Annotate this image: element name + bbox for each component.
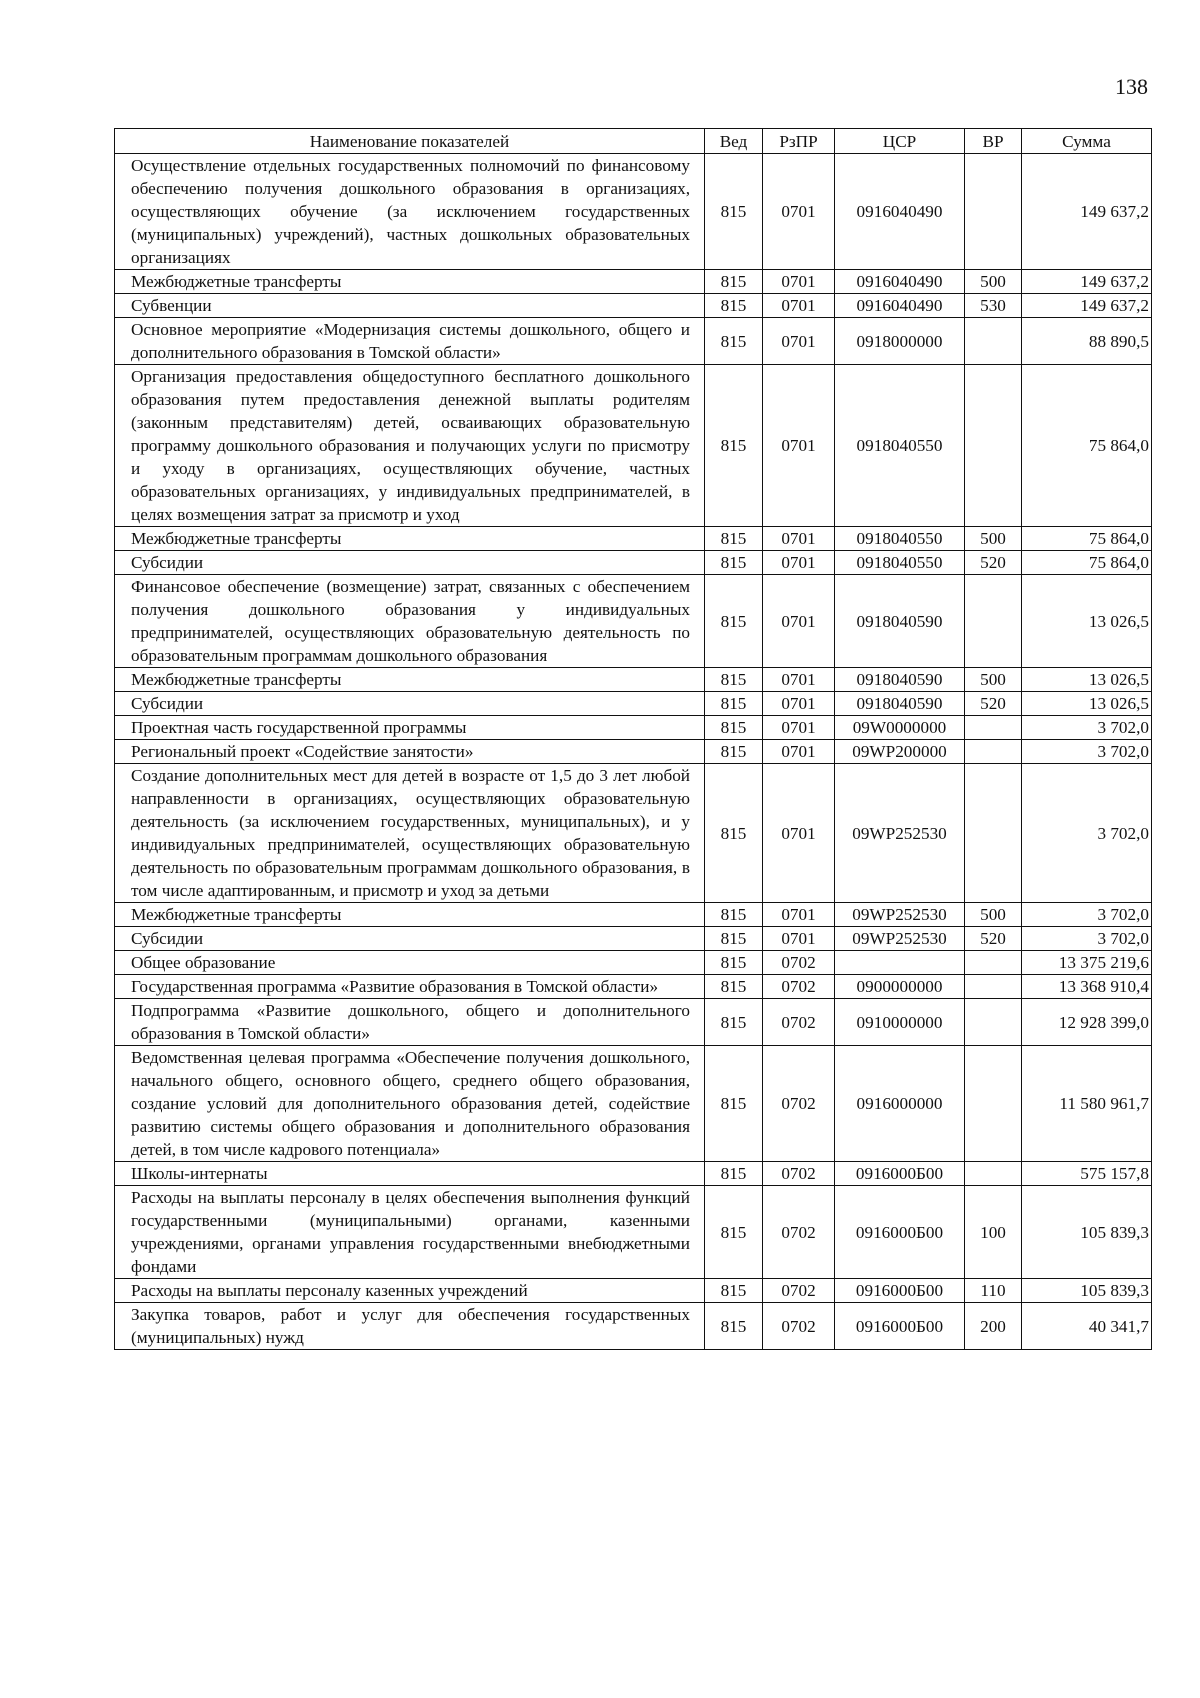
- cell-rzpr: 0701: [763, 365, 835, 527]
- cell-csr: 0918040590: [835, 692, 965, 716]
- cell-csr: 09WP252530: [835, 903, 965, 927]
- cell-vr: 520: [965, 692, 1022, 716]
- cell-sum: 13 026,5: [1022, 575, 1152, 668]
- cell-sum: 75 864,0: [1022, 527, 1152, 551]
- cell-csr: [835, 951, 965, 975]
- table-row: [115, 716, 1152, 740]
- cell-sum: 12 928 399,0: [1022, 999, 1152, 1046]
- budget-table: [114, 128, 1152, 1350]
- cell-name: Государственная программа «Развитие образования в Томской области»: [115, 975, 705, 999]
- table-row: [115, 692, 1152, 716]
- cell-vr: [965, 999, 1022, 1046]
- table-row: [115, 903, 1152, 927]
- header-vr: ВР: [965, 129, 1022, 154]
- cell-csr: 0916000Б00: [835, 1162, 965, 1186]
- cell-rzpr: 0701: [763, 318, 835, 365]
- cell-name: Субсидии: [115, 927, 705, 951]
- table-row: [115, 154, 1152, 270]
- cell-ved: 815: [705, 1046, 763, 1162]
- cell-csr: 0900000000: [835, 975, 965, 999]
- cell-csr: 0918040590: [835, 575, 965, 668]
- cell-sum: 149 637,2: [1022, 154, 1152, 270]
- cell-sum: 13 375 219,6: [1022, 951, 1152, 975]
- cell-sum: 40 341,7: [1022, 1303, 1152, 1350]
- table-row: [115, 1162, 1152, 1186]
- cell-name: Организация предоставления общедоступного бесплатного дошкольного образования путем предоставления денежной выплаты родителям (законным представителям) детей, осваивающих образовательную программу дошкольного образования и получающих услуги по присмотру и уходу в организациях, осуществляющих обучение, частных образовательных организациях, у индивидуальных предпринимателей, в целях возмещения затрат за присмотр и уход: [115, 365, 705, 527]
- cell-csr: 09WP252530: [835, 764, 965, 903]
- cell-vr: [965, 1046, 1022, 1162]
- cell-rzpr: 0702: [763, 1186, 835, 1279]
- cell-vr: [965, 764, 1022, 903]
- cell-ved: 815: [705, 903, 763, 927]
- cell-ved: 815: [705, 1303, 763, 1350]
- cell-ved: 815: [705, 716, 763, 740]
- cell-rzpr: 0702: [763, 1279, 835, 1303]
- table-row: [115, 551, 1152, 575]
- cell-rzpr: 0701: [763, 764, 835, 903]
- cell-csr: 09WP200000: [835, 740, 965, 764]
- cell-rzpr: 0702: [763, 951, 835, 975]
- cell-ved: 815: [705, 999, 763, 1046]
- cell-sum: 3 702,0: [1022, 927, 1152, 951]
- table-row: [115, 1303, 1152, 1350]
- cell-csr: 0918040550: [835, 551, 965, 575]
- cell-vr: 500: [965, 270, 1022, 294]
- cell-sum: 13 026,5: [1022, 668, 1152, 692]
- cell-sum: 105 839,3: [1022, 1186, 1152, 1279]
- cell-ved: 815: [705, 1162, 763, 1186]
- cell-ved: 815: [705, 154, 763, 270]
- cell-name: Межбюджетные трансферты: [115, 903, 705, 927]
- cell-csr: 0918040590: [835, 668, 965, 692]
- cell-csr: 0916040490: [835, 270, 965, 294]
- table-row: [115, 668, 1152, 692]
- cell-name: Финансовое обеспечение (возмещение) затрат, связанных с обеспечением получения дошкольного образования у индивидуальных предпринимателей, осуществляющих образовательную деятельность по образовательным программам дошкольного образования: [115, 575, 705, 668]
- cell-name: Закупка товаров, работ и услуг для обеспечения государственных (муниципальных) нужд: [115, 1303, 705, 1350]
- cell-sum: 88 890,5: [1022, 318, 1152, 365]
- table-row: [115, 527, 1152, 551]
- cell-vr: [965, 1162, 1022, 1186]
- page-number: 138: [1115, 74, 1148, 99]
- cell-sum: 75 864,0: [1022, 365, 1152, 527]
- cell-csr: 0910000000: [835, 999, 965, 1046]
- cell-sum: 75 864,0: [1022, 551, 1152, 575]
- cell-ved: 815: [705, 318, 763, 365]
- cell-csr: 09WP252530: [835, 927, 965, 951]
- cell-vr: [965, 575, 1022, 668]
- cell-ved: 815: [705, 740, 763, 764]
- cell-csr: 0916040490: [835, 294, 965, 318]
- cell-rzpr: 0702: [763, 975, 835, 999]
- cell-name: Региональный проект «Содействие занятости»: [115, 740, 705, 764]
- cell-vr: [965, 716, 1022, 740]
- cell-ved: 815: [705, 551, 763, 575]
- cell-name: Основное мероприятие «Модернизация системы дошкольного, общего и дополнительного образования в Томской области»: [115, 318, 705, 365]
- table-row: [115, 740, 1152, 764]
- table-row: [115, 318, 1152, 365]
- cell-rzpr: 0701: [763, 294, 835, 318]
- cell-sum: 3 702,0: [1022, 764, 1152, 903]
- cell-rzpr: 0701: [763, 575, 835, 668]
- cell-rzpr: 0701: [763, 903, 835, 927]
- header-sum: Сумма: [1022, 129, 1152, 154]
- cell-ved: 815: [705, 1279, 763, 1303]
- table-row: [115, 951, 1152, 975]
- cell-name: Межбюджетные трансферты: [115, 270, 705, 294]
- cell-vr: [965, 365, 1022, 527]
- cell-sum: 149 637,2: [1022, 294, 1152, 318]
- cell-sum: 11 580 961,7: [1022, 1046, 1152, 1162]
- table-row: [115, 365, 1152, 527]
- cell-sum: 149 637,2: [1022, 270, 1152, 294]
- table-row: [115, 975, 1152, 999]
- cell-rzpr: 0702: [763, 1046, 835, 1162]
- cell-vr: 500: [965, 668, 1022, 692]
- cell-vr: 110: [965, 1279, 1022, 1303]
- table-row: [115, 1279, 1152, 1303]
- cell-csr: 0916000Б00: [835, 1303, 965, 1350]
- cell-vr: 500: [965, 903, 1022, 927]
- cell-rzpr: 0701: [763, 270, 835, 294]
- cell-vr: 100: [965, 1186, 1022, 1279]
- cell-rzpr: 0701: [763, 716, 835, 740]
- cell-ved: 815: [705, 951, 763, 975]
- cell-vr: 530: [965, 294, 1022, 318]
- cell-sum: 3 702,0: [1022, 903, 1152, 927]
- table-row: [115, 1046, 1152, 1162]
- cell-name: Общее образование: [115, 951, 705, 975]
- cell-csr: 0916000Б00: [835, 1186, 965, 1279]
- cell-rzpr: 0702: [763, 1162, 835, 1186]
- table-row: [115, 294, 1152, 318]
- cell-rzpr: 0701: [763, 927, 835, 951]
- cell-vr: [965, 154, 1022, 270]
- cell-vr: 520: [965, 927, 1022, 951]
- cell-rzpr: 0701: [763, 668, 835, 692]
- cell-rzpr: 0702: [763, 999, 835, 1046]
- cell-vr: [965, 318, 1022, 365]
- cell-ved: 815: [705, 527, 763, 551]
- cell-ved: 815: [705, 692, 763, 716]
- cell-name: Субвенции: [115, 294, 705, 318]
- cell-ved: 815: [705, 575, 763, 668]
- cell-csr: 0916000000: [835, 1046, 965, 1162]
- table-body: [115, 154, 1152, 1350]
- cell-ved: 815: [705, 270, 763, 294]
- cell-sum: 13 368 910,4: [1022, 975, 1152, 999]
- cell-csr: 09W0000000: [835, 716, 965, 740]
- cell-ved: 815: [705, 764, 763, 903]
- cell-vr: 500: [965, 527, 1022, 551]
- cell-csr: 0918040550: [835, 365, 965, 527]
- cell-name: Школы-интернаты: [115, 1162, 705, 1186]
- cell-vr: 200: [965, 1303, 1022, 1350]
- header-csr: ЦСР: [835, 129, 965, 154]
- cell-name: Проектная часть государственной программы: [115, 716, 705, 740]
- cell-name: Субсидии: [115, 692, 705, 716]
- cell-name: Создание дополнительных мест для детей в возрасте от 1,5 до 3 лет любой направленности в организациях, осуществляющих образовательную деятельность (за исключением государственных, муниципальных), и у индивидуальных предпринимателей, осуществляющих образовательную деятельность по образовательным программам дошкольного образования, в том числе адаптированным, и присмотр и уход за детьми: [115, 764, 705, 903]
- cell-name: Расходы на выплаты персоналу казенных учреждений: [115, 1279, 705, 1303]
- cell-rzpr: 0701: [763, 527, 835, 551]
- cell-name: Межбюджетные трансферты: [115, 668, 705, 692]
- cell-sum: 3 702,0: [1022, 716, 1152, 740]
- cell-ved: 815: [705, 1186, 763, 1279]
- cell-vr: 520: [965, 551, 1022, 575]
- header-rzpr: РзПР: [763, 129, 835, 154]
- cell-ved: 815: [705, 668, 763, 692]
- cell-rzpr: 0701: [763, 740, 835, 764]
- cell-name: Подпрограмма «Развитие дошкольного, общего и дополнительного образования в Томской области»: [115, 999, 705, 1046]
- cell-sum: 105 839,3: [1022, 1279, 1152, 1303]
- cell-csr: 0916040490: [835, 154, 965, 270]
- cell-vr: [965, 951, 1022, 975]
- cell-ved: 815: [705, 365, 763, 527]
- cell-name: Субсидии: [115, 551, 705, 575]
- cell-ved: 815: [705, 975, 763, 999]
- header-name: Наименование показателей: [115, 129, 705, 154]
- cell-sum: 13 026,5: [1022, 692, 1152, 716]
- cell-rzpr: 0701: [763, 551, 835, 575]
- cell-sum: 575 157,8: [1022, 1162, 1152, 1186]
- cell-sum: 3 702,0: [1022, 740, 1152, 764]
- cell-name: Расходы на выплаты персоналу в целях обеспечения выполнения функций государственными (муниципальными) органами, казенными учреждениями, органами управления государственными внебюджетными фондами: [115, 1186, 705, 1279]
- cell-rzpr: 0702: [763, 1303, 835, 1350]
- cell-rzpr: 0701: [763, 154, 835, 270]
- cell-name: Межбюджетные трансферты: [115, 527, 705, 551]
- table-row: [115, 575, 1152, 668]
- table-row: [115, 1186, 1152, 1279]
- table-header-row: [115, 129, 1152, 154]
- cell-ved: 815: [705, 927, 763, 951]
- cell-csr: 0918000000: [835, 318, 965, 365]
- table-row: [115, 764, 1152, 903]
- cell-name: Ведомственная целевая программа «Обеспечение получения дошкольного, начального общего, основного общего, среднего общего образования, создание условий для дополнительного образования детей, содействие развитию системы общего образования и дополнительного образования детей, в том числе кадрового потенциала»: [115, 1046, 705, 1162]
- cell-vr: [965, 740, 1022, 764]
- table-row: [115, 270, 1152, 294]
- cell-name: Осуществление отдельных государственных полномочий по финансовому обеспечению получения дошкольного образования в организациях, осуществляющих обучение (за исключением государственных (муниципальных) учреждений), частных дошкольных образовательных организациях: [115, 154, 705, 270]
- table-row: [115, 927, 1152, 951]
- cell-rzpr: 0701: [763, 692, 835, 716]
- header-ved: Вед: [705, 129, 763, 154]
- cell-ved: 815: [705, 294, 763, 318]
- cell-csr: 0918040550: [835, 527, 965, 551]
- table-row: [115, 999, 1152, 1046]
- cell-vr: [965, 975, 1022, 999]
- cell-csr: 0916000Б00: [835, 1279, 965, 1303]
